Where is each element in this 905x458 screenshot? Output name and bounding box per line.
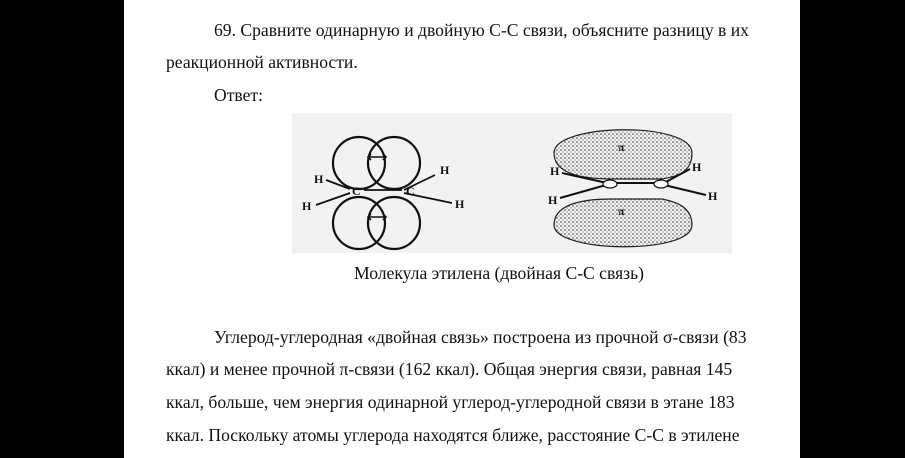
left-h-top-right: H <box>440 163 450 177</box>
left-h-bottom-right: H <box>455 197 465 211</box>
figure-caption: Молекула этилена (двойная С-С связь) <box>354 263 644 283</box>
right-h-top-right: H <box>692 160 702 174</box>
overlap-arrow-top <box>368 154 386 160</box>
p-orbital-bottom-left <box>333 197 385 249</box>
right-pi-cloud-diagram <box>554 130 706 247</box>
carbon-atom-right <box>654 180 668 188</box>
right-pi-top: π <box>618 140 625 154</box>
p-orbital-top-right <box>368 137 420 189</box>
document-page <box>124 0 800 458</box>
left-c-left: C <box>352 184 361 198</box>
question-line-2: реакционной активности. <box>166 52 358 72</box>
right-h-bottom-left: H <box>548 193 558 207</box>
right-pi-bottom: π <box>618 204 625 218</box>
ethylene-orbital-diagram <box>292 113 732 253</box>
body-line-4: ккал. Поскольку атомы углерода находятся ближе, расстояние С-С в этилене <box>166 425 740 445</box>
left-h-top-left: H <box>314 172 324 186</box>
body-line-2: ккал) и менее прочной π-связи (162 ккал). Общая энергия связи, равная 145 <box>166 359 733 379</box>
pi-cloud-top <box>554 130 692 179</box>
left-bonds <box>316 175 452 205</box>
overlap-arrow-bottom <box>368 214 386 220</box>
answer-label: Ответ: <box>214 85 263 105</box>
right-h-bottom-right: H <box>708 189 718 203</box>
left-orbital-diagram <box>316 137 452 249</box>
carbon-atom-left <box>603 180 617 188</box>
body-line-1: Углерод-углеродная «двойная связь» построена из прочной σ-связи (83 <box>214 327 747 347</box>
body-line-3: ккал, больше, чем энергия одинарной углерод-углеродной связи в этане 183 <box>166 392 735 412</box>
right-h-top-left: H <box>550 164 560 178</box>
p-orbital-top-left <box>333 137 385 189</box>
left-c-right: C <box>406 184 415 198</box>
p-orbital-bottom-right <box>368 197 420 249</box>
ethylene-figure <box>292 113 732 253</box>
question-line-1: 69. Сравните одинарную и двойную С-С связи, объясните разницу в их <box>214 20 749 40</box>
left-h-bottom-left: H <box>302 199 312 213</box>
